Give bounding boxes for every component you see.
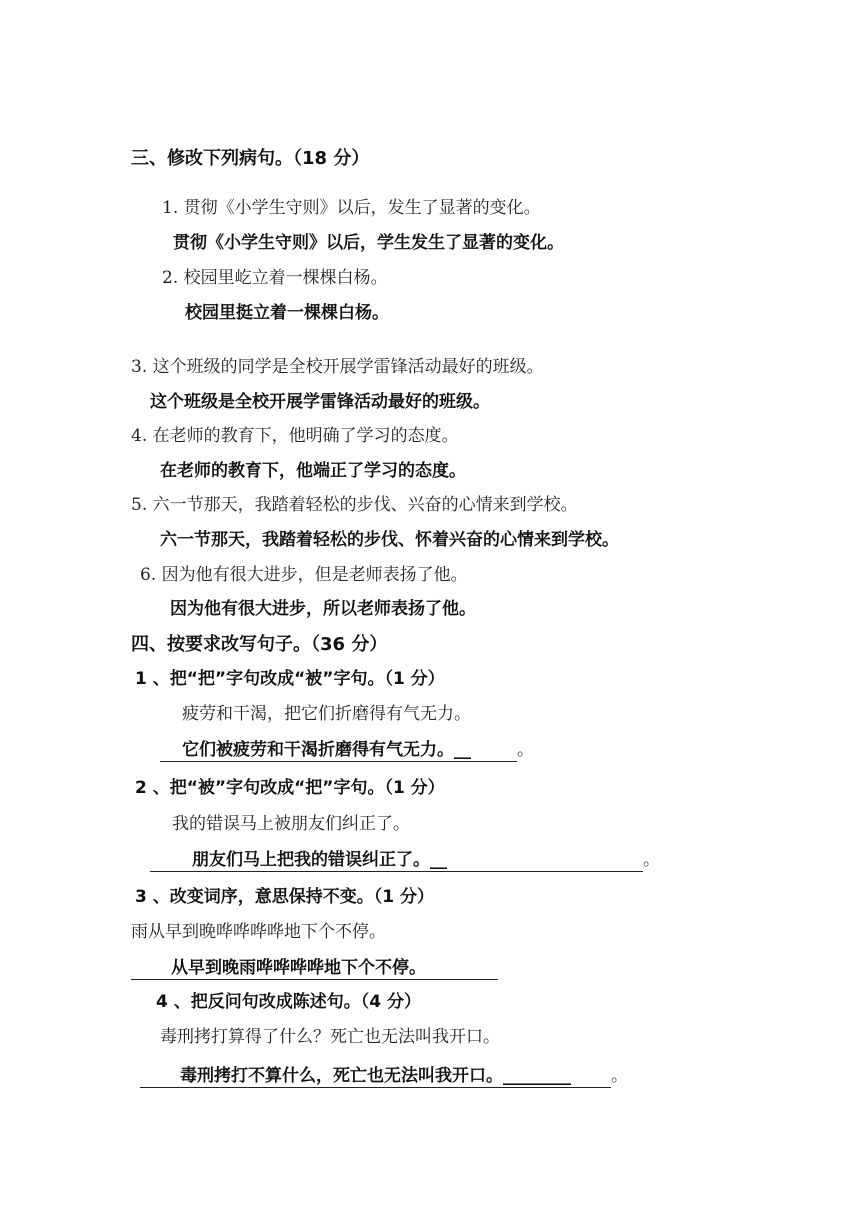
item-4-4-end-mark: 。 xyxy=(611,1066,628,1086)
item-4-1-end-mark: 。 xyxy=(517,740,534,760)
item-3-3-original: 3. 这个班级的同学是全校开展学雷锋活动最好的班级。 xyxy=(131,357,544,377)
item-4-4-answer-underline xyxy=(140,1068,611,1088)
item-3-2-answer: 校园里挺立着一棵棵白杨。 xyxy=(185,303,389,323)
item-4-2-end-mark: 。 xyxy=(643,850,660,870)
item-4-3-prompt: 3 、改变词序，意思保持不变。（1 分） xyxy=(135,887,434,907)
item-4-1-answer-underline xyxy=(160,742,517,762)
item-4-4-answer: 毒刑拷打不算什么，死亡也无法叫我开口。 xyxy=(180,1066,503,1086)
item-4-1-answer: 它们被疲劳和干渴折磨得有气无力。 xyxy=(182,740,454,760)
section3-title: 三、修改下列病句。（18 分） xyxy=(131,148,370,169)
item-4-2-answer-line xyxy=(150,852,660,872)
item-4-3-answer-underline xyxy=(131,960,498,980)
section4-title: 四、按要求改写句子。（36 分） xyxy=(131,634,388,655)
item-3-6-original: 6. 因为他有很大进步，但是老师表扬了他。 xyxy=(140,565,468,585)
item-3-3-answer: 这个班级是全校开展学雷锋活动最好的班级。 xyxy=(150,392,490,412)
item-4-3-answer-line xyxy=(131,960,498,980)
item-4-1-prompt: 1 、把“把”字句改成“被”字句。（1 分） xyxy=(135,669,445,689)
item-4-4-original: 毒刑拷打算得了什么？死亡也无法叫我开口。 xyxy=(160,1027,500,1047)
item-4-1-original: 疲劳和干渴，把它们折磨得有气无力。 xyxy=(182,704,471,724)
item-3-6-answer: 因为他有很大进步，所以老师表扬了他。 xyxy=(170,599,476,619)
item-4-2-answer: 朋友们马上把我的错误纠正了。 xyxy=(192,850,430,870)
item-4-1-answer-line xyxy=(160,742,534,762)
item-4-4-prompt: 4 、把反问句改成陈述句。（4 分） xyxy=(156,992,421,1012)
item-4-2-original: 我的错误马上被朋友们纠正了。 xyxy=(172,814,410,834)
item-4-1-answer-suffix: __ xyxy=(454,740,471,760)
item-3-5-original: 5. 六一节那天，我踏着轻松的步伐、兴奋的心情来到学校。 xyxy=(131,495,578,515)
item-3-1-original: 1. 贯彻《小学生守则》以后，发生了显著的变化。 xyxy=(162,198,541,218)
item-3-5-answer: 六一节那天，我踏着轻松的步伐、怀着兴奋的心情来到学校。 xyxy=(160,530,619,550)
item-4-4-answer-line xyxy=(140,1068,628,1088)
item-4-2-answer-suffix: __ xyxy=(430,850,447,870)
item-4-3-original: 雨从早到晚哗哗哗哗地下个不停。 xyxy=(131,922,386,942)
item-4-4-answer-suffix: ________ xyxy=(503,1066,571,1086)
item-4-3-answer: 从早到晚雨哗哗哗哗地下个不停。 xyxy=(171,958,426,978)
item-3-4-original: 4. 在老师的教育下，他明确了学习的态度。 xyxy=(131,426,459,446)
item-3-4-answer: 在老师的教育下，他端正了学习的态度。 xyxy=(160,461,466,481)
item-3-2-original: 2. 校园里屹立着一棵棵白杨。 xyxy=(162,268,388,288)
item-3-1-answer: 贯彻《小学生守则》以后，学生发生了显著的变化。 xyxy=(173,233,564,253)
item-4-2-prompt: 2 、把“被”字句改成“把”字句。（1 分） xyxy=(135,778,445,798)
item-4-2-answer-underline xyxy=(150,852,643,872)
